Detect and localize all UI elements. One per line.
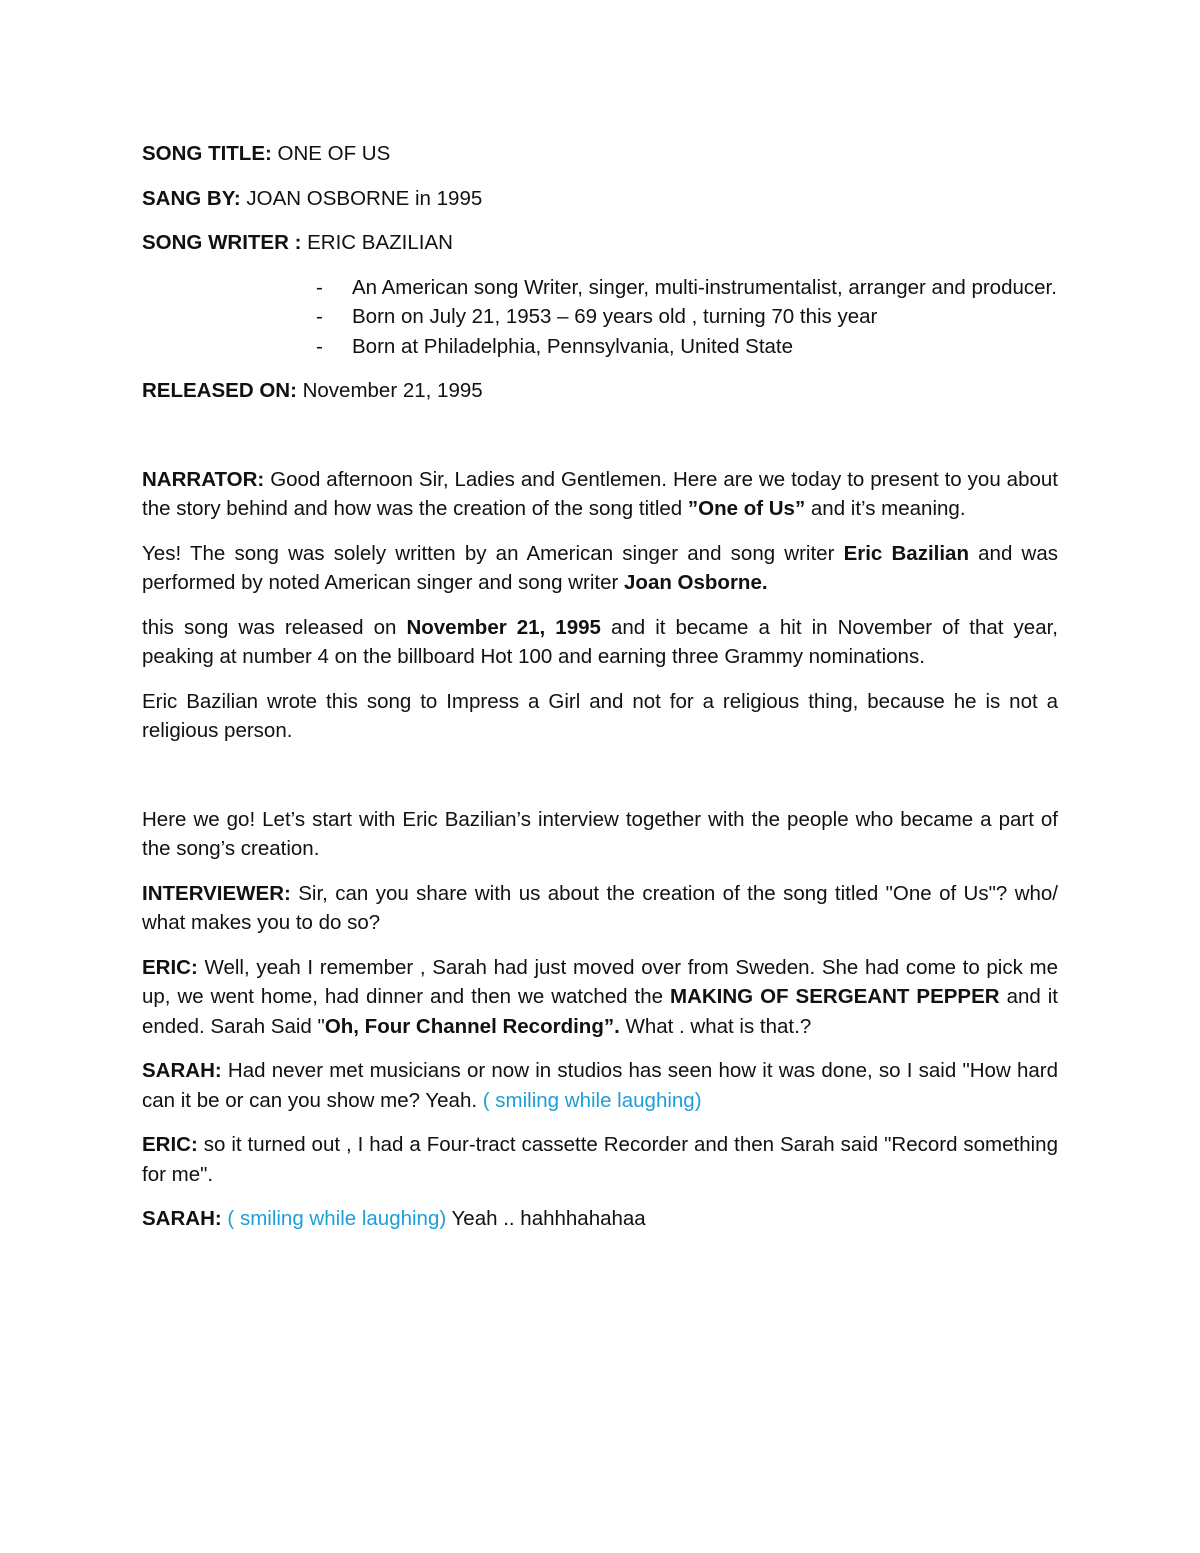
performer-name-emphasis: Joan Osborne.	[624, 571, 768, 594]
released-on-value: November 21, 1995	[296, 379, 483, 402]
paragraph-text: Yeah .. hahhhahahaa	[446, 1207, 646, 1230]
paragraph-text: and it’s meaning.	[805, 497, 966, 520]
paragraph-text: What . what is that.?	[619, 1014, 812, 1038]
motivation-paragraph: Eric Bazilian wrote this song to Impress a Girl and not for a religious thing, because he is not a religious person.	[142, 689, 1058, 742]
paragraph-text: Well, yeah I remember , Sarah had just moved over from Sweden. She had come to pick me up, we went home, had dinner and then we watched the	[142, 955, 1058, 1008]
writer-facts-list	[142, 273, 1058, 362]
list-item	[316, 332, 1058, 362]
sang-by-line	[142, 184, 1058, 214]
narrator-paragraph	[142, 465, 1058, 524]
eric-paragraph-2	[142, 1130, 1058, 1189]
bold-phrase: MAKING OF SERGEANT PEPPER	[670, 985, 1000, 1008]
song-title-label: SONG TITLE:	[142, 142, 272, 165]
speaker-label: NARRATOR:	[142, 467, 265, 491]
song-name-emphasis: ”One of Us”	[687, 497, 806, 520]
paragraph-text: and it became a hit in November of that year, peaking at number 4 on the billboard Hot 100 and earning three Grammy nominations.	[142, 615, 1058, 668]
speaker-label: ERIC:	[142, 1133, 198, 1156]
document-body	[142, 139, 1058, 1249]
intro-paragraph: Here we go! Let’s start with Eric Bazilian’s interview together with the people who became a part of the song’s creation.	[142, 807, 1058, 860]
dash-bullet: -	[316, 305, 323, 328]
speaker-label: INTERVIEWER:	[142, 881, 291, 905]
interviewer-paragraph	[142, 879, 1058, 938]
stage-direction: ( smiling while laughing)	[482, 1088, 702, 1112]
release-date-emphasis: November 21, 1995	[406, 615, 601, 639]
released-on-line	[142, 376, 1058, 406]
list-item	[316, 302, 1058, 332]
released-on-label: RELEASED ON:	[142, 379, 297, 402]
song-writer-label: SONG WRITER :	[142, 231, 302, 254]
paragraph-text: so it turned out , I had a Four-tract cassette Recorder and then Sarah said "Record something for me".	[142, 1133, 1058, 1186]
song-writer-line	[142, 228, 1058, 258]
speaker-label: ERIC:	[142, 955, 198, 979]
paragraph-text: this song was released on	[142, 615, 407, 639]
sarah-paragraph-2	[142, 1204, 1058, 1234]
sang-by-label: SANG BY:	[142, 186, 241, 210]
paragraph-text: Had never met musicians or now in studios has seen how it was done, so I said "How hard can it be or can you show me? Yeah.	[142, 1059, 1058, 1112]
song-title-value: ONE OF US	[271, 142, 391, 165]
list-item	[316, 273, 1058, 303]
list-item-text: Born on July 21, 1953 – 69 years old , turning 70 this year	[352, 305, 878, 328]
speaker-label: SARAH:	[142, 1207, 222, 1230]
speaker-label: SARAH:	[142, 1059, 222, 1082]
spacer	[142, 761, 1058, 805]
stage-direction: ( smiling while laughing)	[227, 1207, 447, 1230]
sang-by-value: JOAN OSBORNE in 1995	[240, 186, 483, 210]
sarah-paragraph-1	[142, 1056, 1058, 1115]
list-item-text: An American song Writer, singer, multi-instrumentalist, arranger and producer.	[352, 275, 1057, 299]
bold-phrase: Oh, Four Channel Recording”.	[324, 1014, 620, 1038]
writer-paragraph	[142, 539, 1058, 598]
paragraph-text: Sir, can you share with us about the creation of the song titled "One of Us"? who/ what makes you to do so?	[142, 881, 1058, 934]
paragraph-text: and it ended. Sarah Said "	[142, 985, 1058, 1038]
song-writer-value: ERIC BAZILIAN	[301, 231, 453, 254]
list-item-text: Born at Philadelphia, Pennsylvania, United State	[352, 334, 794, 358]
paragraph-text: Yes! The song was solely written by an American singer and song writer	[142, 541, 844, 565]
writer-name-emphasis: Eric Bazilian	[843, 541, 969, 565]
release-paragraph	[142, 613, 1058, 672]
paragraph-text: Good afternoon Sir, Ladies and Gentlemen. Here are we today to present to you about the story behind and how was the creation of the song titled	[142, 467, 1058, 520]
paragraph-text: and was performed by noted American singer and song writer	[142, 541, 1058, 594]
eric-paragraph-1	[142, 953, 1058, 1042]
dash-bullet: -	[316, 334, 323, 358]
song-title-line	[142, 139, 1058, 169]
dash-bullet: -	[316, 275, 323, 299]
spacer	[142, 421, 1058, 465]
